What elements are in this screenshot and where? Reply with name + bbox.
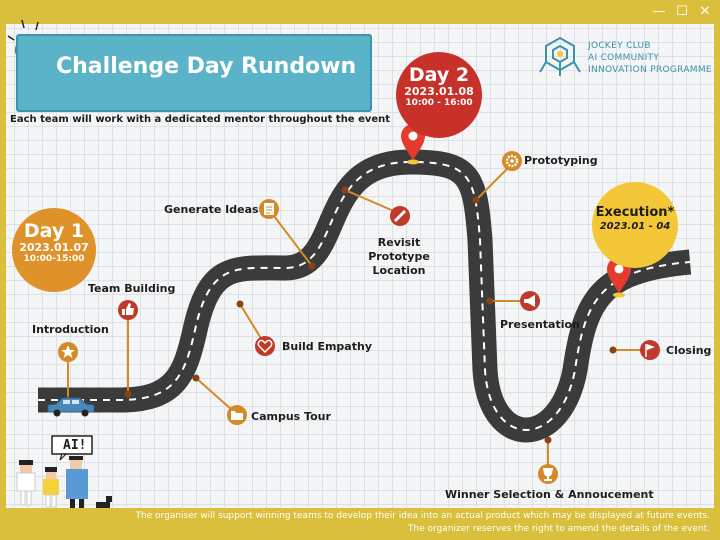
footer-bar [0,508,720,540]
road [38,162,690,430]
day2-date: 2023.01.08 [404,85,474,98]
folder-icon [227,405,247,425]
logo-line-3: INNOVATION PROGRAMME [588,65,712,75]
day2-title: Day 2 [408,64,470,86]
milestone-closing: Closing [666,344,712,357]
milestone-winner-selection: Winner Selection & Annoucement [445,488,654,501]
logo-line-2: AI COMMUNITY [588,53,660,63]
revisit-line-1: Revisit [377,236,421,249]
logo-text [588,40,712,76]
megaphone-icon [520,291,540,311]
flag-icon [640,340,660,360]
milestone-revisit-prototype-location [364,236,434,278]
speech-bubble-text: AI! [63,438,87,453]
revisit-line-3: Location [372,264,426,277]
milestone-campus-tour: Campus Tour [251,410,331,423]
thumbs-up-icon [118,300,138,320]
milestone-presentation: Presentation [500,318,580,331]
footer-line-1: The organiser will support winning teams to develop their idea into an actual product which may be displayed at future events. [135,511,710,521]
maximize-button[interactable]: ☐ [676,4,688,19]
execution-date: 2023.01 - 04 [599,221,671,232]
footer-line-2: The organizer reserves the right to amend the details of the event. [407,524,710,534]
jockey-club-logo [540,38,580,76]
day2-badge [396,52,482,138]
day1-time: 10:00-15:00 [23,254,85,264]
close-button[interactable]: ✕ [699,4,711,19]
milestone-prototyping: Prototyping [524,154,598,167]
revisit-line-2: Prototype [368,250,430,263]
execution-badge [592,182,678,268]
gear-icon [502,151,522,171]
trophy-icon [538,464,558,484]
milestone-introduction: Introduction [32,323,109,336]
logo-line-1: JOCKEY CLUB [588,41,651,51]
heart-icon [255,336,275,356]
title-banner [16,34,372,112]
milestone-build-empathy: Build Empathy [282,340,372,353]
day1-date: 2023.01.07 [19,241,89,254]
footer-text [70,510,710,536]
star-icon [58,342,78,362]
milestone-team-building: Team Building [88,282,176,295]
page-subtitle: Each team will work with a dedicated mentor throughout the event [10,114,391,125]
document-icon [259,199,279,219]
pencil-icon [390,206,410,226]
day1-badge [12,208,96,292]
day2-time: 10:00 - 16:00 [405,98,473,108]
minimize-button[interactable]: — [652,4,666,19]
day1-title: Day 1 [23,220,85,242]
milestone-generate-ideas: Generate Ideas [164,203,259,216]
execution-title: Execution* [595,205,675,220]
page-title: Challenge Day Rundown [56,54,357,79]
